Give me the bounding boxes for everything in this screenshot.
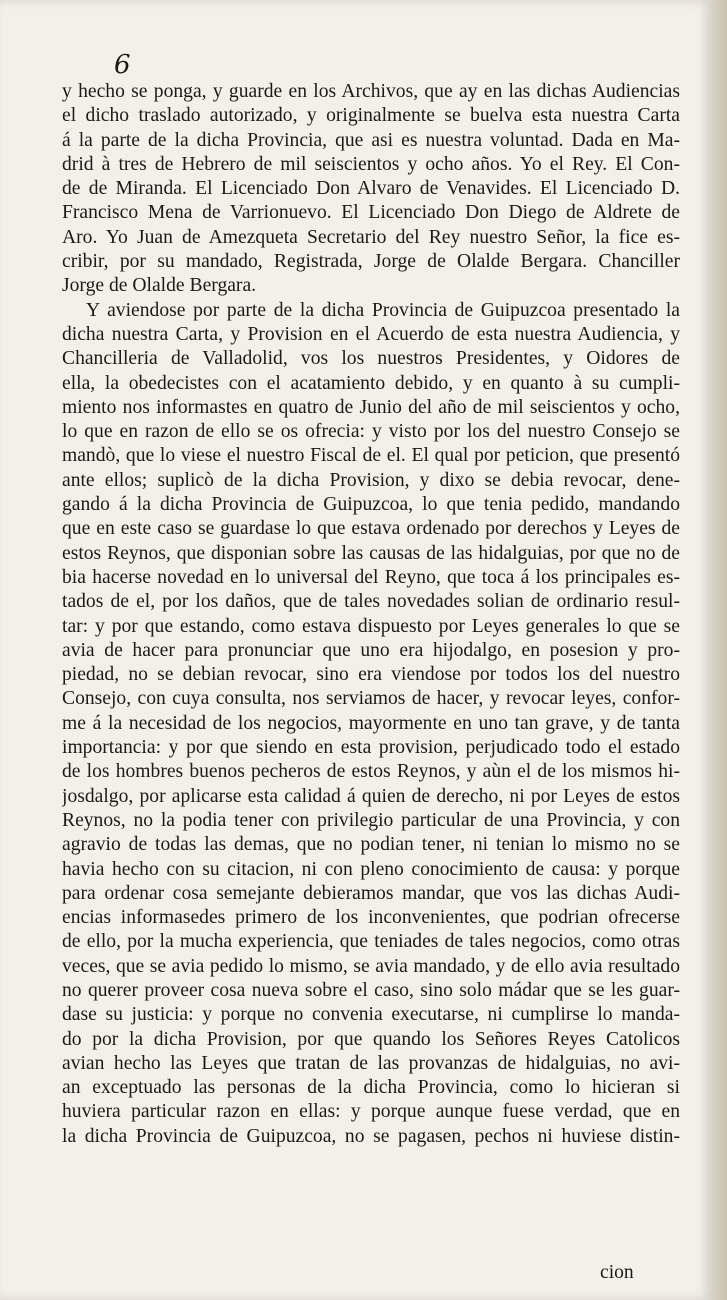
text-line: la dicha Provincia de Guipuzcoa, no se pagasen, pechos ni huviese distin-	[62, 1125, 680, 1147]
text-line: dicha nuestra Carta, y Provision en el Acuerdo de esta nuestra Audiencia, y	[62, 323, 680, 345]
text-line: Consejo, con cuya consulta, nos serviamos de hacer, y revocar leyes, confor-	[62, 688, 680, 710]
text-line: cribir, por su mandado, Registrada, Jorge de Olalde Bergara. Chanciller	[62, 251, 680, 273]
text-line: de de Miranda. El Licenciado Don Alvaro de Venavides. El Licenciado D.	[62, 178, 680, 200]
text-line: piedad, no se debian revocar, sino era viendose por todos los del nuestro	[62, 664, 680, 686]
text-line: drid à tres de Hebrero de mil seiscientos y ocho años. Yo el Rey. El Con-	[62, 153, 680, 175]
text-line: tar: y por que estando, como estava dispuesto por Leyes generales lo que se	[62, 615, 680, 637]
text-line: estos Reynos, que disponian sobre las causas de las hidalguias, por que no de	[62, 542, 680, 564]
text-line: de los hombres buenos pecheros de estos Reynos, y aùn el de los mismos hi-	[62, 761, 680, 783]
text-line: huviera particular razon en ellas: y porque aunque fuese verdad, que en	[62, 1101, 680, 1123]
text-line: agravio de todas las demas, que no podian tener, ni tenian lo mismo no se	[62, 834, 680, 856]
text-line: para ordenar cosa semejante debieramos mandar, que vos las dichas Audi-	[62, 882, 680, 904]
body-text	[62, 80, 680, 1149]
text-line: do por la dicha Provision, por que quando los Señores Reyes Catolicos	[62, 1028, 680, 1050]
text-line: á la parte de la dicha Provincia, que asi es nuestra voluntad. Dada en Ma-	[62, 129, 680, 151]
text-line: gando á la dicha Provincia de Guipuzcoa, lo que tenia pedido, mandando	[62, 494, 680, 516]
text-line: y hecho se ponga, y guarde en los Archivos, que ay en las dichas Audiencias	[62, 81, 680, 102]
text-line: no querer proveer cosa nueva sobre el caso, sino solo mádar que se les guar-	[62, 979, 680, 1001]
text-line: el dicho traslado autorizado, y originalmente se buelva esta nuestra Carta	[62, 105, 680, 127]
text-line: Francisco Mena de Varrionuevo. El Licenciado Don Diego de Aldrete de	[62, 202, 680, 224]
text-line: importancia: y por que siendo en esta provision, perjudicado todo el estado	[62, 737, 680, 759]
text-line: tados de el, por los daños, que de tales novedades solian de ordinario resul-	[62, 591, 680, 613]
text-line: Aro. Yo Juan de Amezqueta Secretario del Rey nuestro Señor, la fice es-	[62, 226, 680, 248]
text-line: josdalgo, por aplicarse esta calidad á quien de derecho, ni por Leyes de estos	[62, 785, 680, 807]
page-number: 6	[114, 50, 131, 80]
text-line: havia hecho con su citacion, ni con pleno conocimiento de causa: y porque	[62, 858, 680, 880]
text-line: Jorge de Olalde Bergara.	[62, 275, 257, 297]
text-line: avian hecho las Leyes que tratan de las provanzas de hidalguias, no avi-	[62, 1052, 680, 1074]
text-line: an exceptuado las personas de la dicha Provincia, como lo hicieran si	[62, 1077, 680, 1099]
text-line: me á la necesidad de los negocios, mayormente en uno tan grave, y de tanta	[62, 712, 680, 734]
text-line: lo que en razon de ello se os ofrecia: y visto por los del nuestro Consejo se	[62, 421, 680, 443]
page-edge	[712, 0, 727, 1300]
text-line: de ello, por la mucha experiencia, que teniades de tales negocios, como otras	[62, 931, 680, 953]
catchword: cion	[600, 1262, 634, 1283]
text-line: ella, la obedecistes con el acatamiento debido, y en quanto à su cumpli-	[62, 372, 680, 394]
text-line: encias informasedes primero de los inconvenientes, que podrian ofrecerse	[62, 907, 680, 929]
text-line: Reynos, no la podia tener con privilegio particular de una Provincia, y con	[62, 809, 680, 831]
text-line: dase su justicia: y porque no convenia executarse, ni cumplirse lo manda-	[62, 1004, 680, 1026]
text-line: avia de hacer para pronunciar que uno era hijodalgo, en posesion y pro-	[62, 639, 680, 661]
text-line: mandò, que lo viese el nuestro Fiscal de el. El qual por peticion, que presentó	[62, 445, 680, 467]
text-line: Chancilleria de Valladolid, vos los nuestros Presidentes, y Oidores de	[62, 348, 680, 370]
text-line: veces, que se avia pedido lo mismo, se avia mandado, y de ello avia resultado	[62, 955, 680, 977]
text-line: ante ellos; suplicò de la dicha Provision, y dixo se debia revocar, dene-	[62, 469, 680, 491]
text-line: bia hacerse novedad en lo universal del Reyno, que toca á los principales es-	[62, 566, 680, 588]
text-line: que en este caso se guardase lo que estava ordenado por derechos y Leyes de	[62, 518, 680, 540]
text-line: Y aviendose por parte de la dicha Provincia de Guipuzcoa presentado la	[86, 299, 680, 321]
text-line: miento nos informastes en quatro de Junio del año de mil seiscientos y ocho,	[62, 396, 680, 418]
